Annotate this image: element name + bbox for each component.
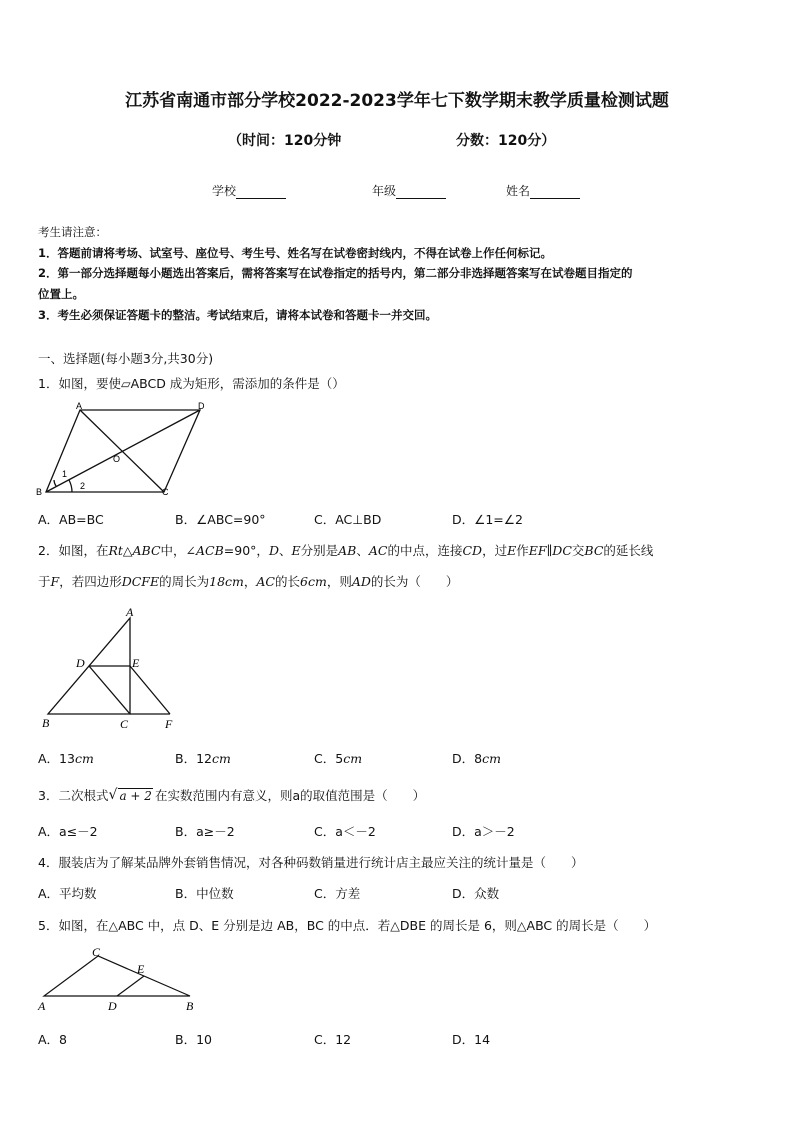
- fig1-label-o: O: [113, 454, 121, 464]
- option-unit: cm: [343, 751, 363, 766]
- option-unit: cm: [482, 751, 501, 766]
- q2-text: 2．如图，在: [38, 543, 109, 558]
- q2-quad: DCFE: [121, 574, 160, 589]
- question-2-stem-line-2: [38, 572, 458, 590]
- q2-text: 中，: [160, 543, 186, 558]
- fig5-label-c: C: [92, 945, 101, 959]
- q2-point-e: E: [507, 543, 517, 558]
- q2-text: 于: [38, 574, 51, 589]
- notice-item-2: 2．第一部分选择题每小题选出答案后，需将答案写在试卷指定的括号内，第二部分非选择题答案写在试卷题目指定的: [38, 266, 633, 280]
- q2-segment-cd: CD: [462, 543, 483, 558]
- q2-text: 的长: [275, 574, 301, 589]
- sqrt-expression: [108, 788, 152, 803]
- q2-text: 的长为（ ）: [370, 574, 459, 589]
- notice-item-2-cont: 位置上。: [38, 287, 84, 301]
- school-field: [212, 182, 286, 199]
- grade-field: [372, 182, 446, 199]
- page-title: 江苏省南通市部分学校2022-2023学年七下数学期末教学质量检测试题: [125, 91, 669, 111]
- q2-text: =90°，: [223, 543, 269, 558]
- question-4-option-c[interactable]: C．方差: [314, 886, 361, 901]
- question-4-option-d[interactable]: D．众数: [452, 886, 500, 901]
- question-2-option-c[interactable]: [314, 749, 362, 767]
- fig2-label-c: C: [120, 717, 129, 731]
- question-1-option-a[interactable]: A．AB=BC: [38, 512, 104, 527]
- question-4-stem: 4．服装店为了解某品牌外套销售情况，对各种码数销量进行统计店主最应关注的统计量是（ ）: [38, 855, 584, 870]
- fig2-label-b: B: [42, 716, 50, 730]
- question-4-option-b[interactable]: B．中位数: [175, 886, 234, 901]
- school-blank[interactable]: [236, 186, 286, 199]
- q2-segment-ac: AC: [368, 543, 388, 558]
- name-field: [506, 182, 580, 199]
- q2-segment-ab: AB: [338, 543, 357, 558]
- option-text: A．13: [38, 751, 75, 766]
- question-1-stem: 1．如图，要使▱ABCD 成为矩形，需添加的条件是（）: [38, 376, 345, 391]
- question-2-option-b[interactable]: [175, 749, 231, 767]
- question-3-option-c[interactable]: C．a＜－2: [314, 824, 376, 839]
- fig1-label-angle1: 1: [62, 469, 68, 479]
- fig1-label-b: B: [36, 487, 43, 497]
- q2-angle: ∠ACB: [185, 543, 224, 558]
- exam-time: （时间：120分钟: [228, 133, 342, 149]
- q2-point-d: D: [268, 543, 279, 558]
- section-heading: 一、选择题(每小题3分,共30分): [38, 351, 214, 366]
- question-5-figure: [34, 944, 204, 1016]
- q2-point-e: E: [291, 543, 301, 558]
- option-text: D．8: [452, 751, 483, 766]
- fig1-label-a: A: [76, 401, 83, 411]
- fig2-label-a: A: [126, 605, 134, 619]
- grade-blank[interactable]: [396, 186, 446, 199]
- question-1-option-b[interactable]: B．∠ABC=90°: [175, 512, 266, 527]
- question-5-option-b[interactable]: B．10: [175, 1032, 212, 1047]
- q2-perimeter: 18cm: [209, 574, 244, 589]
- name-label: 姓名: [506, 184, 531, 198]
- q2-segment-ac: AC: [256, 574, 275, 589]
- question-2-option-a[interactable]: [38, 749, 94, 767]
- question-4-option-a[interactable]: A．平均数: [38, 886, 97, 901]
- q2-text: ，若四边形: [59, 574, 122, 589]
- fig2-label-e: E: [132, 656, 140, 670]
- option-text: C．5: [314, 751, 344, 766]
- q2-text: 的周长为: [159, 574, 210, 589]
- q2-text: ，则: [326, 574, 352, 589]
- q2-parallel: EF∥DC: [528, 543, 572, 558]
- fig2-label-f: F: [165, 717, 173, 731]
- question-2-option-d[interactable]: [452, 749, 501, 767]
- q2-segment-bc: BC: [584, 543, 604, 558]
- fig5-label-b: B: [186, 999, 194, 1013]
- fig2-label-d: D: [76, 656, 85, 670]
- question-1-option-c[interactable]: C．AC⊥BD: [314, 512, 382, 527]
- option-unit: cm: [211, 751, 231, 766]
- question-5-option-c[interactable]: C．12: [314, 1032, 352, 1047]
- q3-text: 在实数范围内有意义，则a的取值范围是（ ）: [154, 788, 426, 803]
- grade-label: 年级: [372, 184, 397, 198]
- q2-text: 、: [356, 543, 369, 558]
- question-3-option-b[interactable]: B．a≥－2: [175, 824, 235, 839]
- question-5-option-d[interactable]: D．14: [452, 1032, 491, 1047]
- sqrt-radicand: a + 2: [119, 789, 152, 803]
- q2-triangle: Rt△ABC: [108, 543, 161, 558]
- question-2-stem-line-1: [38, 541, 653, 559]
- exam-score: 分数：120分）: [456, 133, 556, 149]
- option-text: B．12: [175, 751, 212, 766]
- q3-text: 3．二次根式: [38, 788, 109, 803]
- question-3-option-d[interactable]: D．a＞－2: [452, 824, 515, 839]
- question-1-figure: [34, 398, 214, 502]
- q2-text: ，过: [482, 543, 508, 558]
- q2-text: ，: [243, 574, 257, 589]
- fig1-label-d: D: [198, 401, 205, 411]
- fig5-label-e: E: [137, 962, 145, 976]
- question-3-stem: [38, 786, 425, 804]
- q2-text: 交: [571, 543, 585, 558]
- q2-text: 的中点，连接: [387, 543, 463, 558]
- question-3-option-a[interactable]: A．a≤－2: [38, 824, 98, 839]
- fig1-label-angle2: 2: [80, 481, 86, 491]
- sqrt-sign: √: [108, 787, 118, 803]
- question-5-option-a[interactable]: A．8: [38, 1032, 68, 1047]
- name-blank[interactable]: [530, 186, 580, 199]
- fig5-label-a: A: [38, 999, 46, 1013]
- q2-length: 6cm: [300, 574, 327, 589]
- fig1-label-c: C: [162, 487, 169, 497]
- fig5-label-d: D: [108, 999, 117, 1013]
- question-5-stem: 5．如图，在△ABC 中，点 D、E 分别是边 AB，BC 的中点．若△DBE 的周长是 6，则△ABC 的周长是（ ）: [38, 918, 657, 933]
- q2-text: 分别是: [300, 543, 339, 558]
- q2-text: 、: [278, 543, 292, 558]
- q2-segment-ad: AD: [351, 574, 371, 589]
- option-unit: cm: [74, 751, 94, 766]
- notice-item-3: 3．考生必须保证答题卡的整洁。考试结束后，请将本试卷和答题卡一并交回。: [38, 308, 437, 322]
- q2-text: 作: [516, 543, 529, 558]
- question-2-figure: [36, 604, 182, 732]
- q2-text: 的延长线: [603, 543, 654, 558]
- school-label: 学校: [212, 184, 237, 198]
- notice-heading: 考生请注意：: [38, 225, 107, 239]
- question-1-option-d[interactable]: D．∠1=∠2: [452, 512, 523, 527]
- q2-point-f: F: [50, 574, 60, 589]
- notice-item-1: 1．答题前请将考场、试室号、座位号、考生号、姓名写在试卷密封线内，不得在试卷上作任何标记。: [38, 246, 552, 260]
